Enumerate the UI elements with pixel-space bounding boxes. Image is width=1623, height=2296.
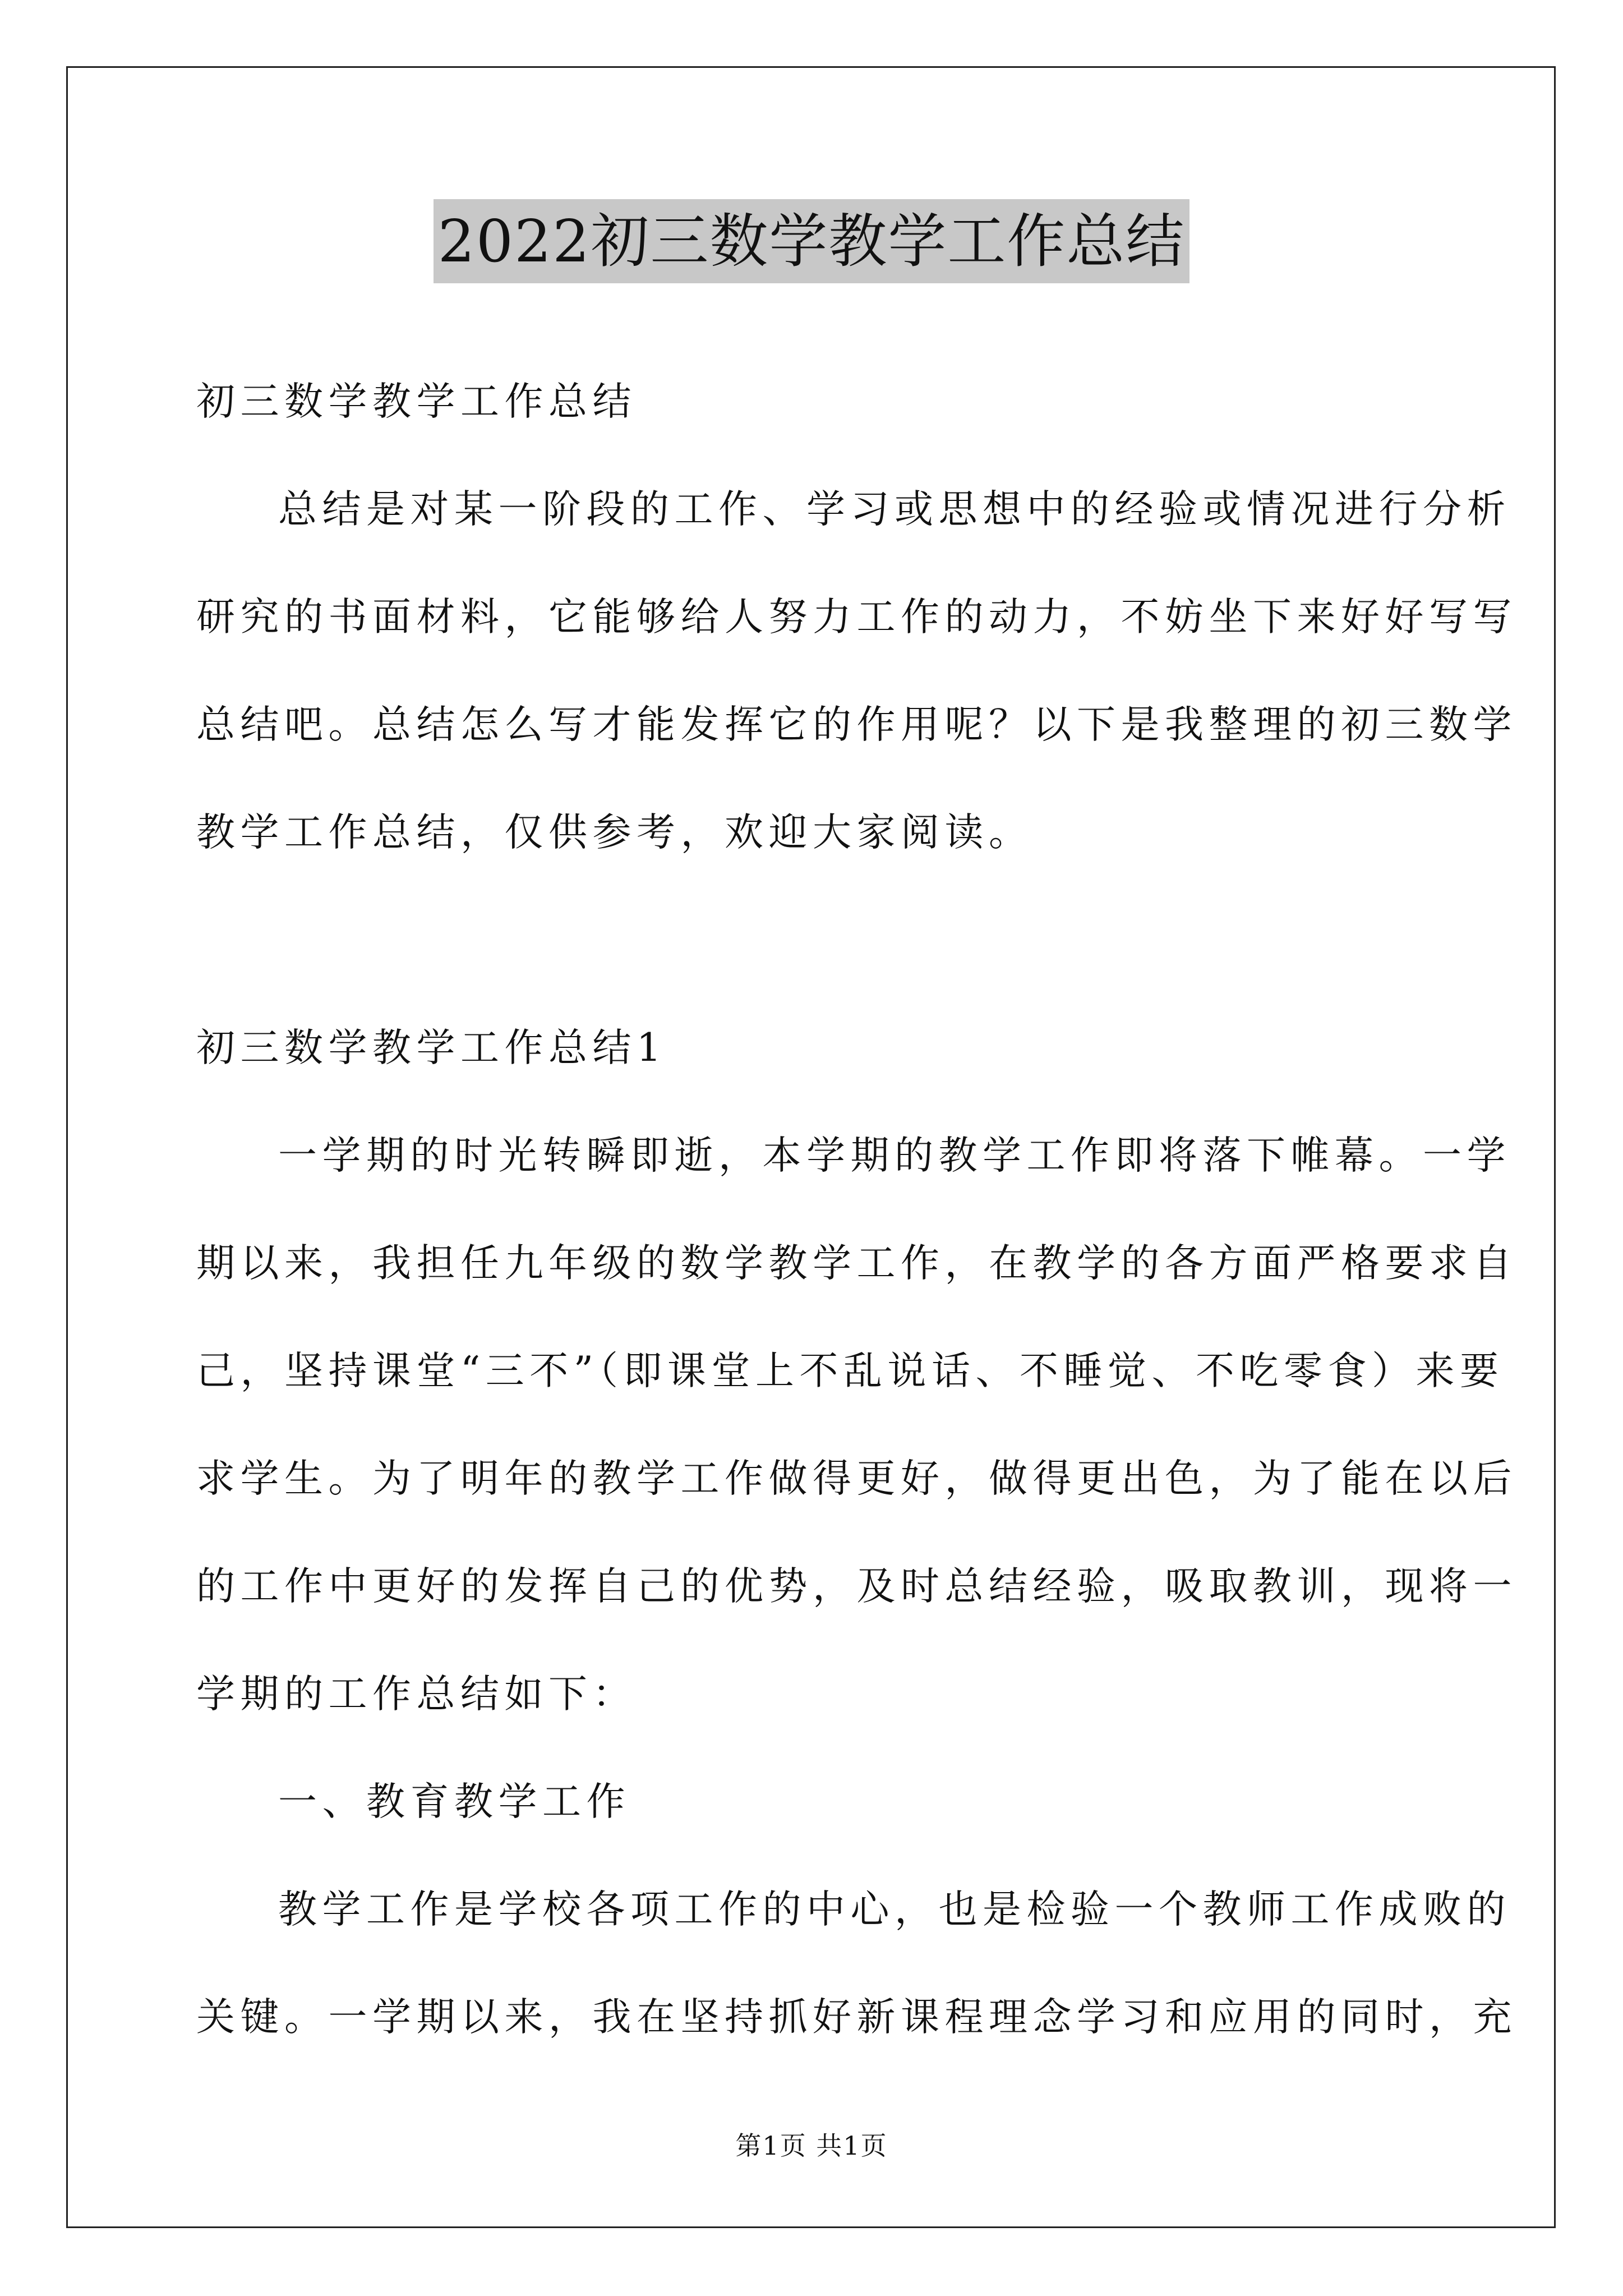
paragraph-line: 一学期的时光转瞬即逝，本学期的教学工作即将落下帷幕。一学 [278, 1133, 1511, 1178]
paragraph-line: 学期的工作总结如下： [196, 1672, 637, 1717]
section-gap [196, 886, 1424, 994]
subtitle: 初三数学教学工作总结 [196, 379, 637, 424]
paragraph-line: 总结吧。总结怎么写才能发挥它的作用呢？以下是我整理的初三数学 [196, 702, 1517, 747]
paragraph-line: 关键。一学期以来，我在坚持抓好新课程理念学习和应用的同时，充 [196, 1995, 1517, 2040]
paragraph-line: 求学生。为了明年的教学工作做得更好，做得更出色，为了能在以后 [196, 1456, 1517, 1501]
title-wrap [0, 199, 1623, 283]
subsection-heading: 一、教育教学工作 [278, 1779, 630, 1824]
paragraph-line: 教学工作总结，仅供参考，欢迎大家阅读。 [196, 810, 1033, 855]
section-heading: 初三数学教学工作总结1 [196, 1025, 667, 1070]
paragraph-line: 研究的书面材料，它能够给人努力工作的动力，不妨坐下来好好写写 [196, 595, 1517, 639]
document-body [196, 348, 1517, 2071]
paragraph-line: 己，坚持课堂“三不”（即课堂上不乱说话、不睡觉、不吃零食）来要 [196, 1349, 1504, 1393]
paragraph-line: 教学工作是学校各项工作的中心，也是检验一个教师工作成败的 [278, 1887, 1511, 1932]
document-title: 2022初三数学教学工作总结 [434, 199, 1190, 283]
paragraph-line: 总结是对某一阶段的工作、学习或思想中的经验或情况进行分析 [278, 487, 1511, 532]
paragraph-line: 的工作中更好的发挥自己的优势，及时总结经验，吸取教训，现将一 [196, 1564, 1517, 1609]
page-footer: 第1页 共1页 [735, 2131, 888, 2161]
paragraph-line: 期以来，我担任九年级的数学教学工作，在教学的各方面严格要求自 [196, 1241, 1517, 1286]
